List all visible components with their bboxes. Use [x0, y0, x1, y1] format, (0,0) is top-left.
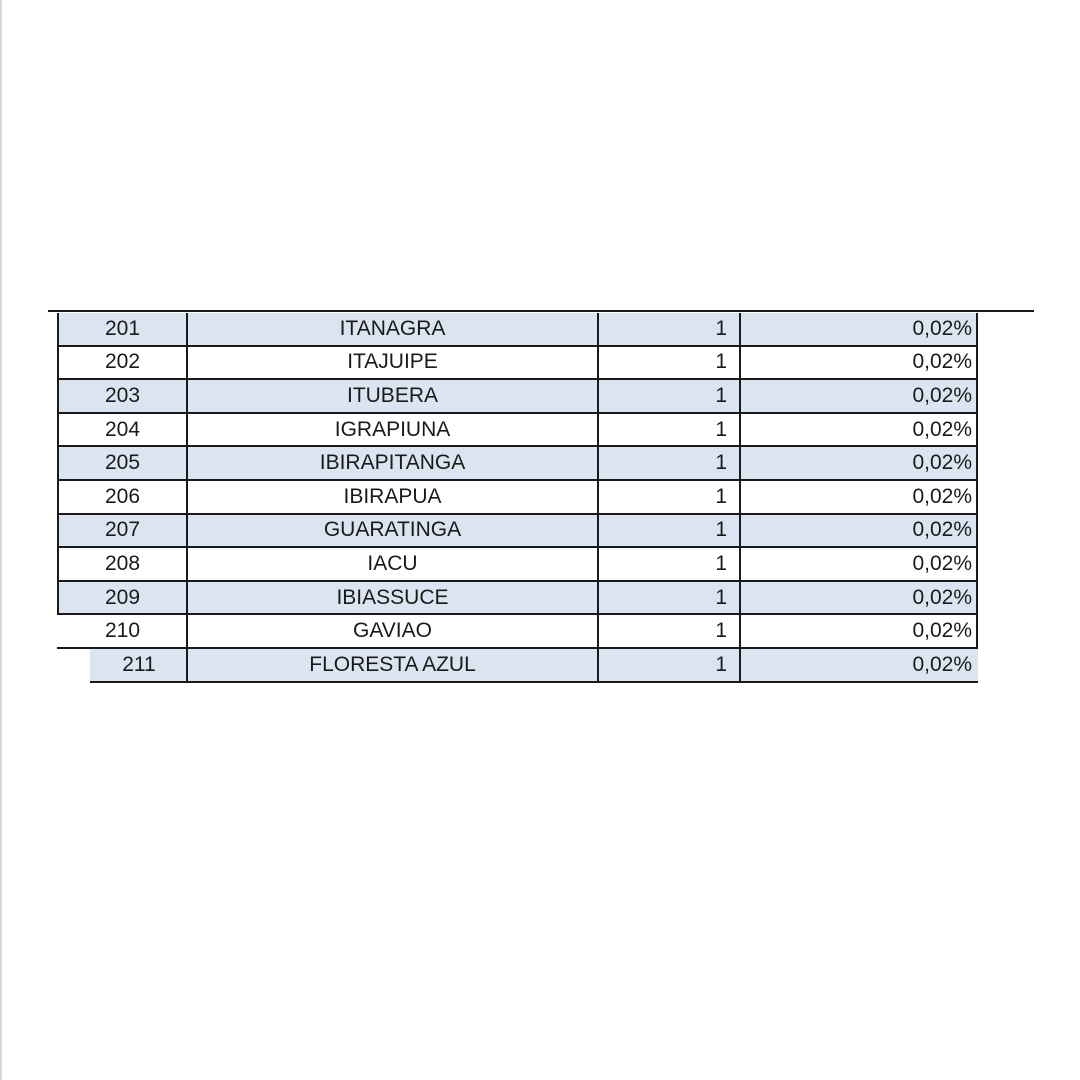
city-name-cell: IBIRAPITANGA — [188, 447, 599, 479]
row-number-cell: 209 — [57, 582, 188, 614]
percentage-cell: 0,02% — [741, 548, 978, 580]
percentage-cell: 0,02% — [741, 582, 978, 614]
percentage-cell: 0,02% — [741, 615, 978, 647]
quantity-cell: 1 — [599, 481, 741, 513]
row-number-cell: 207 — [57, 515, 188, 547]
quantity-cell: 1 — [599, 515, 741, 547]
table-row — [57, 313, 978, 347]
table-top-rule — [48, 310, 1034, 312]
percentage-cell: 0,02% — [741, 414, 978, 446]
city-name-cell: IACU — [188, 548, 599, 580]
city-name-cell: ITAJUIPE — [188, 347, 599, 379]
table-row — [57, 347, 978, 381]
quantity-cell: 1 — [599, 414, 741, 446]
table-row — [57, 481, 978, 515]
percentage-cell: 0,02% — [741, 380, 978, 412]
quantity-cell: 1 — [599, 380, 741, 412]
city-name-cell: ITUBERA — [188, 380, 599, 412]
row-number-cell: 202 — [57, 347, 188, 379]
table-row — [57, 515, 978, 549]
row-number-cell: 211 — [90, 649, 188, 681]
row-number-cell: 201 — [57, 313, 188, 345]
city-name-cell: FLORESTA AZUL — [188, 649, 599, 681]
city-name-cell: IBIRAPUA — [188, 481, 599, 513]
page-edge — [0, 0, 2, 1080]
quantity-cell: 1 — [599, 447, 741, 479]
city-name-cell: IGRAPIUNA — [188, 414, 599, 446]
table-row — [57, 380, 978, 414]
city-name-cell: IBIASSUCE — [188, 582, 599, 614]
row-number-cell: 208 — [57, 548, 188, 580]
city-name-cell: GUARATINGA — [188, 515, 599, 547]
data-table — [57, 313, 978, 683]
table-row — [57, 548, 978, 582]
quantity-cell: 1 — [599, 347, 741, 379]
row-number-cell: 205 — [57, 447, 188, 479]
row-number-cell: 210 — [57, 615, 188, 647]
percentage-cell: 0,02% — [741, 447, 978, 479]
quantity-cell: 1 — [599, 313, 741, 345]
percentage-cell: 0,02% — [912, 652, 972, 676]
row-number-cell: 206 — [57, 481, 188, 513]
city-name-cell: ITANAGRA — [188, 313, 599, 345]
city-name-cell: GAVIAO — [188, 615, 599, 647]
table-row — [57, 414, 978, 448]
table-row — [57, 582, 978, 616]
percentage-cell: 0,02% — [741, 481, 978, 513]
table-row — [57, 447, 978, 481]
quantity-cell: 1 — [599, 548, 741, 580]
percentage-cell: 0,02% — [741, 515, 978, 547]
row-number-cell: 204 — [57, 414, 188, 446]
quantity-cell: 1 — [599, 649, 741, 681]
quantity-cell: 1 — [599, 582, 741, 614]
percentage-cell: 0,02% — [741, 347, 978, 379]
quantity-cell: 1 — [599, 615, 741, 647]
row-number-cell: 203 — [57, 380, 188, 412]
percentage-cell: 0,02% — [741, 313, 978, 345]
table-row — [90, 649, 978, 683]
table-row — [57, 615, 978, 649]
